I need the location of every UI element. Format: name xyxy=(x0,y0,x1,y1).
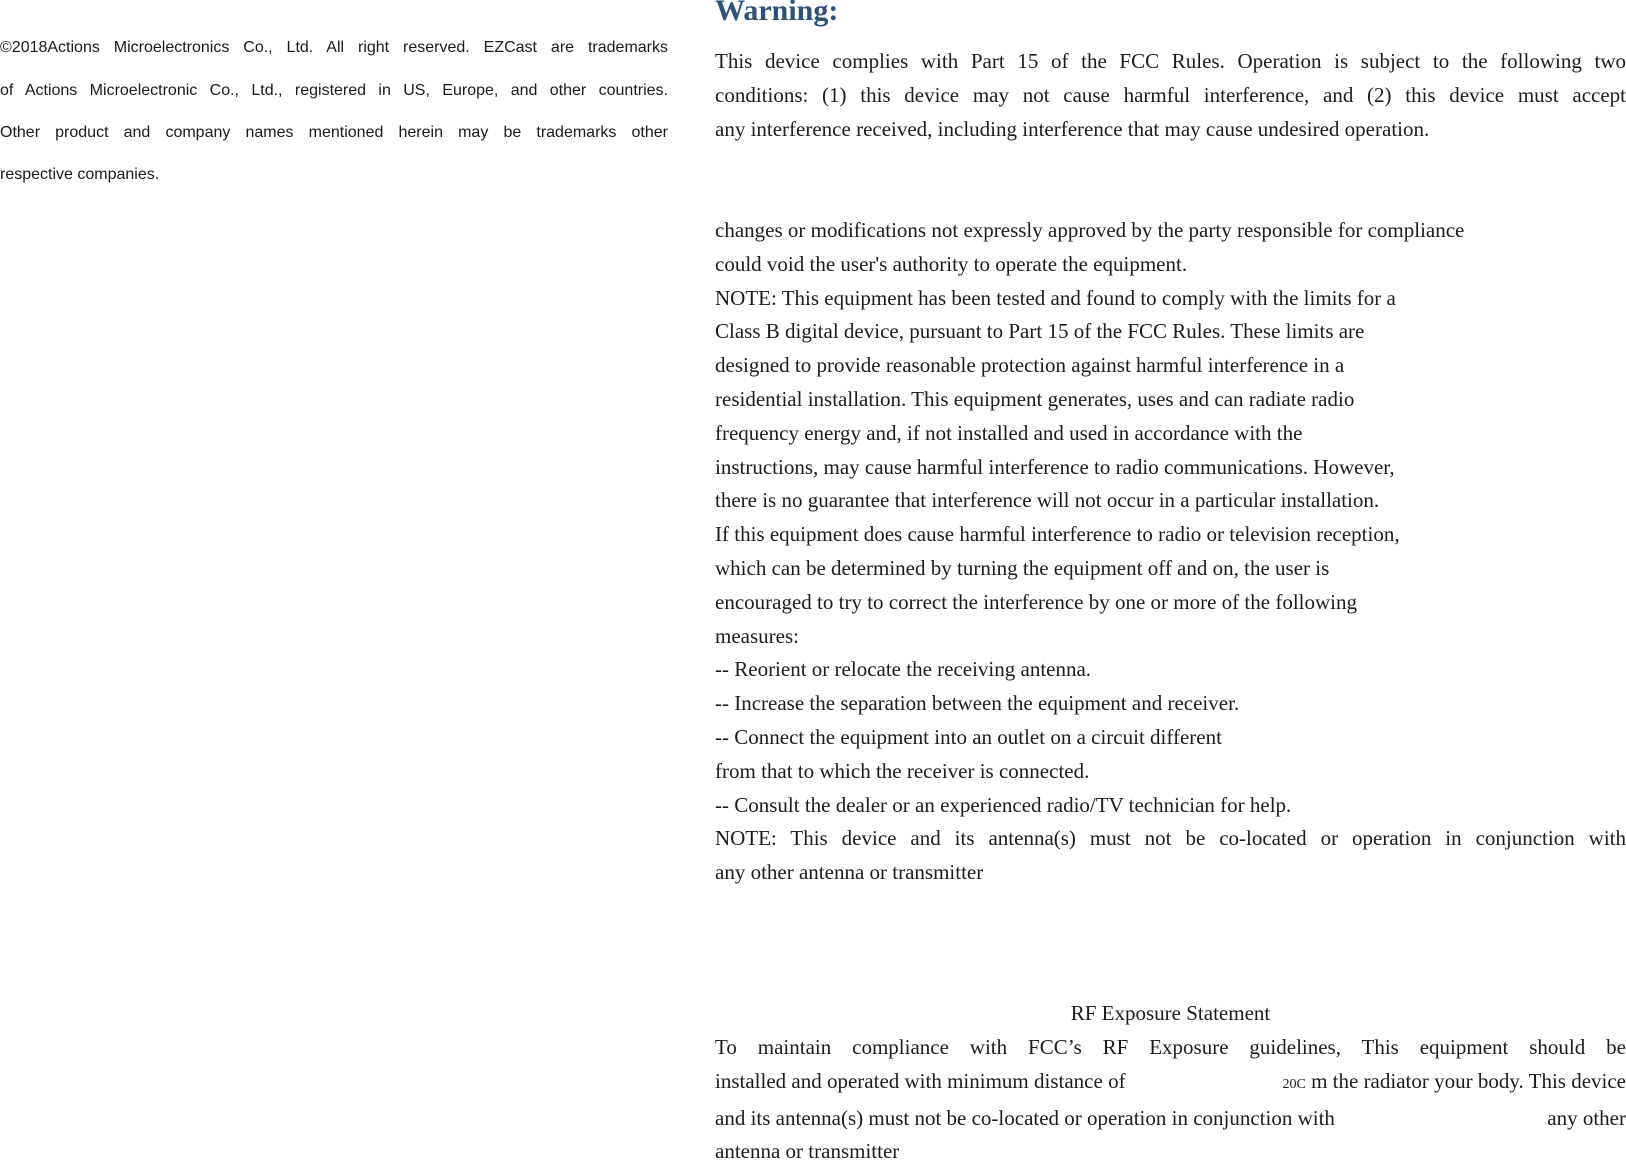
rf-line-2 xyxy=(715,1065,1626,1102)
rf-line-2-start: installed and operated with minimum distance of xyxy=(715,1068,1126,1093)
rf-line-3-end: any other xyxy=(1547,1105,1626,1130)
fcc-line-1: This device complies with Part 15 of the FCC Rules. Operation is subject to the following two xyxy=(715,49,1626,73)
note-line: NOTE: This equipment has been tested and found to comply with the limits for a xyxy=(715,285,1396,310)
measure-item: -- Reorient or relocate the receiving antenna. xyxy=(715,657,1092,682)
fcc-notes xyxy=(715,214,1626,890)
note-line: measures: xyxy=(715,623,799,648)
measure-item-continuation: from that to which the receiver is connected. xyxy=(715,758,1090,783)
note-line: there is no guarantee that interference will not occur in a particular installation. xyxy=(715,488,1380,513)
rf-exposure-paragraph xyxy=(715,1031,1626,1169)
warning-title: Warning: xyxy=(715,0,839,27)
colocation-note-line-2: any other antenna or transmitter xyxy=(715,860,984,885)
note-line: which can be determined by turning the equipment off and on, the user is xyxy=(715,555,1330,580)
fcc-line-2: conditions: (1) this device may not cause harmful interference, and (2) this device must accept xyxy=(715,82,1626,107)
note-line: frequency energy and, if not installed and used in accordance with the xyxy=(715,420,1303,445)
copyright-line-4: respective companies. xyxy=(0,166,160,183)
copyright-line-2: of Actions Microelectronic Co., Ltd., registered in US, Europe, and other countries. xyxy=(0,82,668,99)
note-line: designed to provide reasonable protection against harmful interference in a xyxy=(715,353,1345,378)
fcc-compliance-paragraph xyxy=(715,45,1626,146)
copyright-line-1: ©2018Actions Microelectronics Co., Ltd. All right reserved. EZCast are trademarks xyxy=(0,39,668,56)
measure-item: -- Connect the equipment into an outlet on a circuit different xyxy=(715,724,1222,749)
note-line: could void the user's authority to operate the equipment. xyxy=(715,251,1188,276)
note-line: changes or modifications not expressly approved by the party responsible for compliance xyxy=(715,218,1465,242)
measure-item: -- Increase the separation between the equipment and receiver. xyxy=(715,691,1240,716)
rf-line-4: antenna or transmitter xyxy=(715,1139,900,1164)
rf-line-1: To maintain compliance with FCC’s RF Exposure guidelines, This equipment should be xyxy=(715,1035,1626,1059)
rf-line-2-end: m the radiator your body. This device xyxy=(1311,1068,1626,1093)
note-line: If this equipment does cause harmful interference to radio or television reception, xyxy=(715,522,1400,547)
fcc-line-3: any interference received, including interference that may cause undesired operation. xyxy=(715,116,1430,141)
rf-line-3 xyxy=(715,1102,1626,1136)
note-line: encouraged to try to correct the interference by one or more of the following xyxy=(715,589,1357,614)
rf-exposure-title: RF Exposure Statement xyxy=(1070,1001,1271,1025)
rf-line-2-rest xyxy=(1282,1065,1626,1102)
colocation-note-line-1: NOTE: This device and its antenna(s) must not be co-located or operation in conjunction with xyxy=(715,826,1626,851)
note-line: Class B digital device, pursuant to Part 15 of the FCC Rules. These limits are xyxy=(715,319,1365,344)
copyright-line-3: Other product and company names mentioned herein may be trademarks other xyxy=(0,124,668,141)
copyright-notice xyxy=(0,26,668,196)
note-line: residential installation. This equipment generates, uses and can radiate radio xyxy=(715,386,1355,411)
measure-item: -- Consult the dealer or an experienced radio/TV technician for help. xyxy=(715,792,1292,817)
minimum-distance-value: 20C xyxy=(1282,1076,1306,1092)
rf-line-3-start: and its antenna(s) must not be co-located or operation in conjunction with xyxy=(715,1105,1335,1130)
note-line: instructions, may cause harmful interference to radio communications. However, xyxy=(715,454,1395,479)
